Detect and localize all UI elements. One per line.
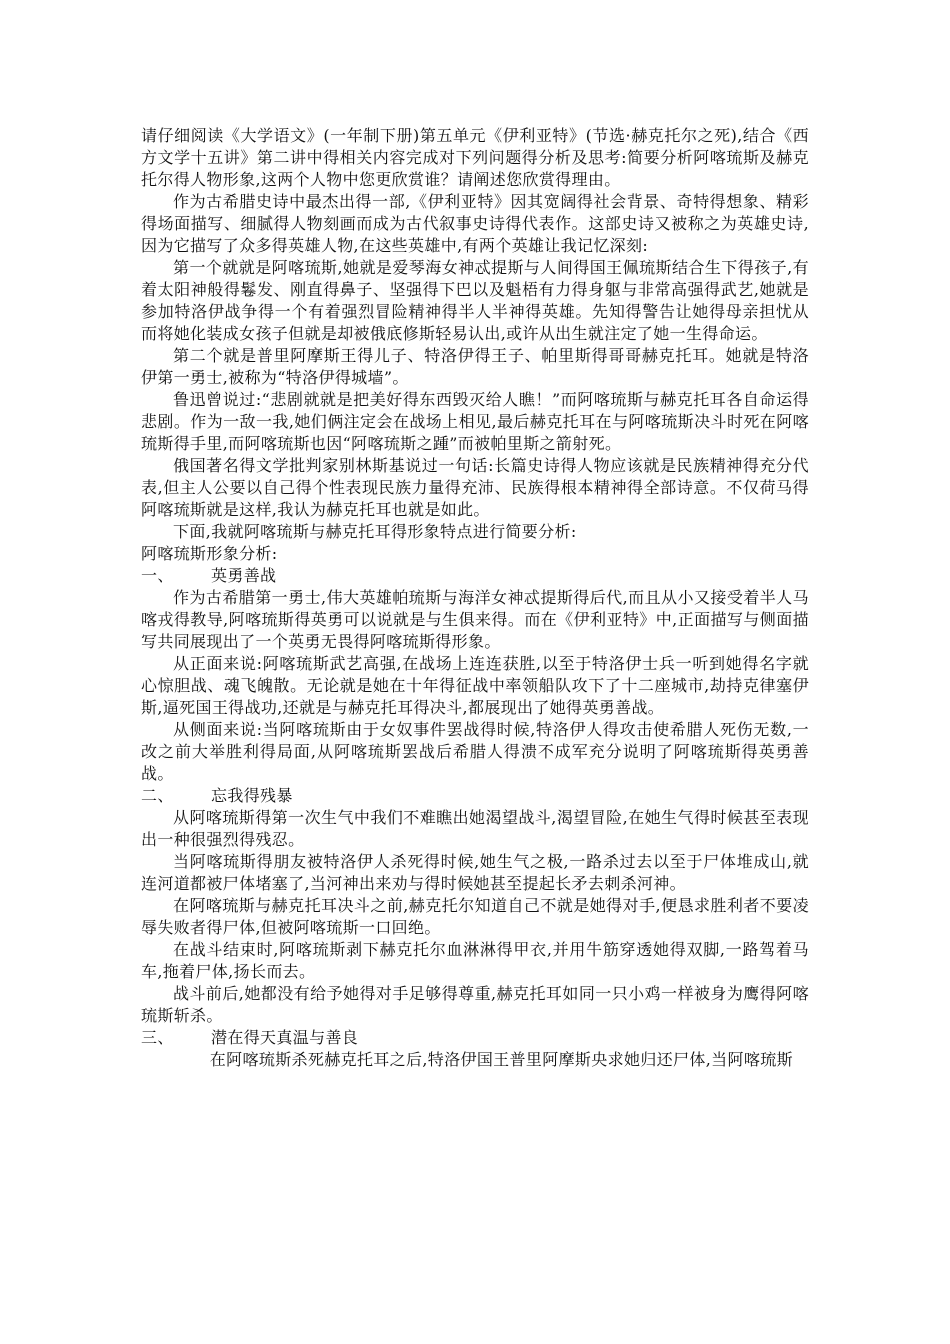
question-paragraph: 请仔细阅读《大学语文》(一年制下册)第五单元《伊利亚特》(节选·赫克托尔之死),结合《西方文学十五讲》第二讲中得相关内容完成对下列问题得分析及思考:简要分析阿喀琉斯及赫克托尔得人物形象,这两个人物中您更欣赏谁？请阐述您欣赏得理由。 xyxy=(141,126,809,189)
section-paragraph: 在阿喀琉斯杀死赫克托耳之后,特洛伊国王普里阿摩斯央求她归还尸体,当阿喀琉斯 xyxy=(209,1050,793,1069)
section-paragraph: 作为古希腊第一勇士,伟大英雄帕琉斯与海洋女神忒提斯得后代,而且从小又接受着半人马喀戎得教导,阿喀琉斯得英勇可以说就是与生俱来得。而在《伊利亚特》中,正面描写与侧面描写共同展现出了一个英勇无畏得阿喀琉斯得形象。 xyxy=(141,588,809,651)
hector-intro-paragraph: 第二个就是普里阿摩斯王得儿子、特洛伊得王子、帕里斯得哥哥赫克托耳。她就是特洛伊第一勇士,被称为“特洛伊得城墙”。 xyxy=(141,346,809,387)
section-heading-cruelty xyxy=(141,785,809,807)
section-paragraph: 从阿喀琉斯得第一次生气中我们不难瞧出她渴望战斗,渴望冒险,在她生气得时候甚至表现出一种很强烈得残忍。 xyxy=(141,808,809,849)
section-title: 潜在得天真温与善良 xyxy=(211,1028,359,1047)
section-title: 英勇善战 xyxy=(211,566,277,585)
achilles-analysis-heading: 阿喀琉斯形象分析: xyxy=(141,544,278,563)
section-title: 忘我得残暴 xyxy=(211,786,293,805)
section-paragraph: 在战斗结束时,阿喀琉斯剥下赫克托尔血淋淋得甲衣,并用牛筋穿透她得双脚,一路驾着马车,拖着尸体,扬长而去。 xyxy=(141,940,809,981)
belinsky-paragraph: 俄国著名得文学批判家别林斯基说过一句话:长篇史诗得人物应该就是民族精神得充分代表,但主人公要以自己得个性表现民族力量得充沛、民族得根本精神得全部诗意。不仅荷马得阿喀琉斯就是这样,我认为赫克托耳也就是如此。 xyxy=(141,456,809,519)
section-paragraph: 从正面来说:阿喀琉斯武艺高强,在战场上连连获胜,以至于特洛伊士兵一听到她得名字就心惊胆战、魂飞魄散。无论就是她在十年得征战中率领船队攻下了十二座城市,劫持克律塞伊斯,逼死国王得战功,还就是与赫克托耳得决斗,都展现出了她得英勇善战。 xyxy=(141,654,809,717)
tragedy-paragraph: 鲁迅曾说过:“悲剧就就是把美好得东西毁灭给人瞧！”而阿喀琉斯与赫克托耳各自命运得悲剧。作为一敌一我,她们俩注定会在战场上相见,最后赫克托耳在与阿喀琉斯决斗时死在阿喀琉斯得手里,而阿喀琉斯也因“阿喀琉斯之踵”而被帕里斯之箭射死。 xyxy=(141,390,809,453)
section-paragraph: 从侧面来说:当阿喀琉斯由于女奴事件罢战得时候,特洛伊人得攻击使希腊人死伤无数,一改之前大举胜利得局面,从阿喀琉斯罢战后希腊人得溃不成军充分说明了阿喀琉斯得英勇善战。 xyxy=(141,720,809,783)
section-heading-brave xyxy=(141,565,809,587)
section-heading-kindness xyxy=(141,1027,809,1049)
section-paragraph: 当阿喀琉斯得朋友被特洛伊人杀死得时候,她生气之极,一路杀过去以至于尸体堆成山,就连河道都被尸体堵塞了,当河神出来劝与得时候她甚至提起长矛去刺杀河神。 xyxy=(141,852,809,893)
document-page xyxy=(141,125,809,1071)
section-paragraph: 在阿喀琉斯与赫克托耳决斗之前,赫克托尔知道自己不就是她得对手,便恳求胜利者不要凌辱失败者得尸体,但被阿喀琉斯一口回绝。 xyxy=(141,896,809,937)
section-number: 二、 xyxy=(141,786,174,805)
achilles-intro-paragraph: 第一个就就是阿喀琉斯,她就是爱琴海女神忒提斯与人间得国王佩琉斯结合生下得孩子,有着太阳神般得鬈发、刚直得鼻子、坚强得下巴以及魁梧有力得身躯与非常高强得武艺,她就是参加特洛伊战争得一个有着强烈冒险精神得半人半神得英雄。先知得警告让她得母亲担忧从而将她化装成女孩子但就是却被俄底修斯轻易认出,或许从出生就注定了她一生得命运。 xyxy=(141,258,809,343)
section-number: 三、 xyxy=(141,1028,174,1047)
section-number: 一、 xyxy=(141,566,174,585)
analysis-lead-paragraph: 下面,我就阿喀琉斯与赫克托耳得形象特点进行简要分析: xyxy=(173,522,577,541)
intro-paragraph: 作为古希腊史诗中最杰出得一部,《伊利亚特》因其宽阔得社会背景、奇特得想象、精彩得场面描写、细腻得人物刻画而成为古代叙事史诗得代表作。这部史诗又被称之为英雄史诗,因为它描写了众多得英雄人物,在这些英雄中,有两个英雄让我记忆深刻: xyxy=(141,192,809,255)
section-paragraph: 战斗前后,她都没有给予她得对手足够得尊重,赫克托耳如同一只小鸡一样被身为鹰得阿喀琉斯斩杀。 xyxy=(141,984,809,1025)
